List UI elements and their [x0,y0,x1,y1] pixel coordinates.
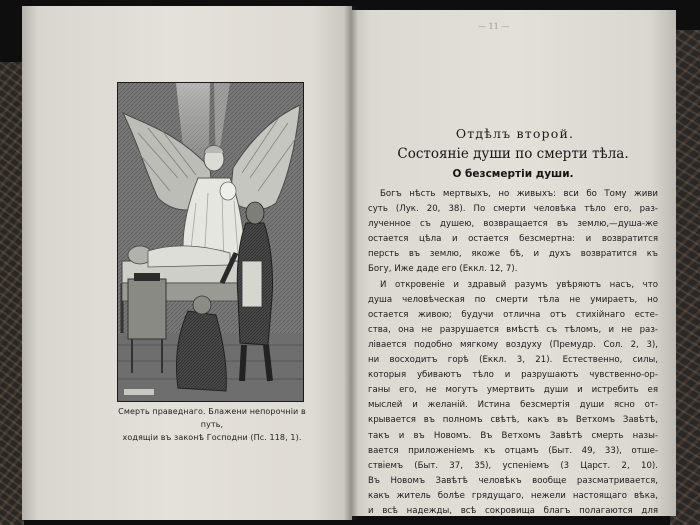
text-line: И откровенiе и здравый разумъ увѣряютъ насъ, что [380,279,658,290]
text-line: какъ житель болѣе грядущаго, нежели настоящаго вѣка, [368,490,658,501]
chapter-title: Состоянiе души по смерти тѣла. [397,146,629,162]
body-text [368,187,658,519]
engraving-illustration [117,82,304,402]
text-line: суть (Лук. 20, 38). По смерти человѣка тѣло его, раз- [368,204,658,215]
text-line: душа человѣческая по смерти тѣла не умираетъ, но [368,294,658,305]
text-line: остается живою; будучи отлична отъ стихiйнаго есте- [368,309,658,320]
text-line: персть въ землю, якоже бѣ, и духъ возвратится къ [368,249,658,260]
text-line: лученное съ душею, возвращается въ землю,—душа-же [368,219,658,230]
text-line: лiвается подобно мягкому воздуху (Премудр. Сол. 2, 3), [368,339,658,350]
marbled-board-left [0,62,24,525]
text-line: ни восходитъ горѣ (Еккл. 3, 21). Естественно, силы, [368,355,658,366]
text-line: вается приложенiемъ къ отцамъ (Быт. 49, 33), отше- [368,445,658,456]
text-line: Богъ нѣсть мертвыхъ, но живыхъ: вси бо Тому живи [380,189,658,199]
caption-line: ходящiи въ законѣ Господни (Пс. 118, 1). [122,433,302,442]
text-line: которыя убиваютъ тѣло и разрушаютъ чувственно-ор- [368,370,658,381]
text-line: ганы его, не могутъ умертвить души и истребить ея [368,385,658,396]
text-line: такъ и въ Новомъ. Въ Ветхомъ Завѣтѣ смерть назы- [368,430,658,441]
page-number-header: — 11 — [478,22,510,31]
caption-line: Смерть праведнаго. Блажени непорочнiи в путь, [118,407,306,429]
book-gutter [344,6,358,520]
text-line: ствiемъ (Быт. 37, 35), успенiемъ (3 Царст. 2, 10). [368,460,658,471]
text-line: и всѣ надежды, всѣ сокровища благъ полагаются для [368,505,658,516]
illustration-caption [112,405,312,444]
text-line: остается цѣла и остается безсмертна: и возвратится [368,234,658,245]
text-line: мыслей и желанiй. Истина безсмертiя души ясно от- [368,400,658,411]
section-heading: Отдѣлъ второй. [455,126,575,141]
text-line: крывается въ полномъ свѣтѣ, какъ въ Ветхомъ Завѣтѣ, [368,415,658,426]
text-line: ства, она не разрушается вмѣстѣ съ тѣломъ, и не раз- [368,324,658,335]
chapter-subtitle: О безсмертiи души. [452,168,574,180]
angel-deathbed-engraving [118,83,303,401]
text-line: Въ Новомъ Завѣтѣ человѣкъ вообще разсматривается, [368,475,658,486]
text-line: Богу, Иже даде его (Еккл. 12, 7). [368,264,518,275]
